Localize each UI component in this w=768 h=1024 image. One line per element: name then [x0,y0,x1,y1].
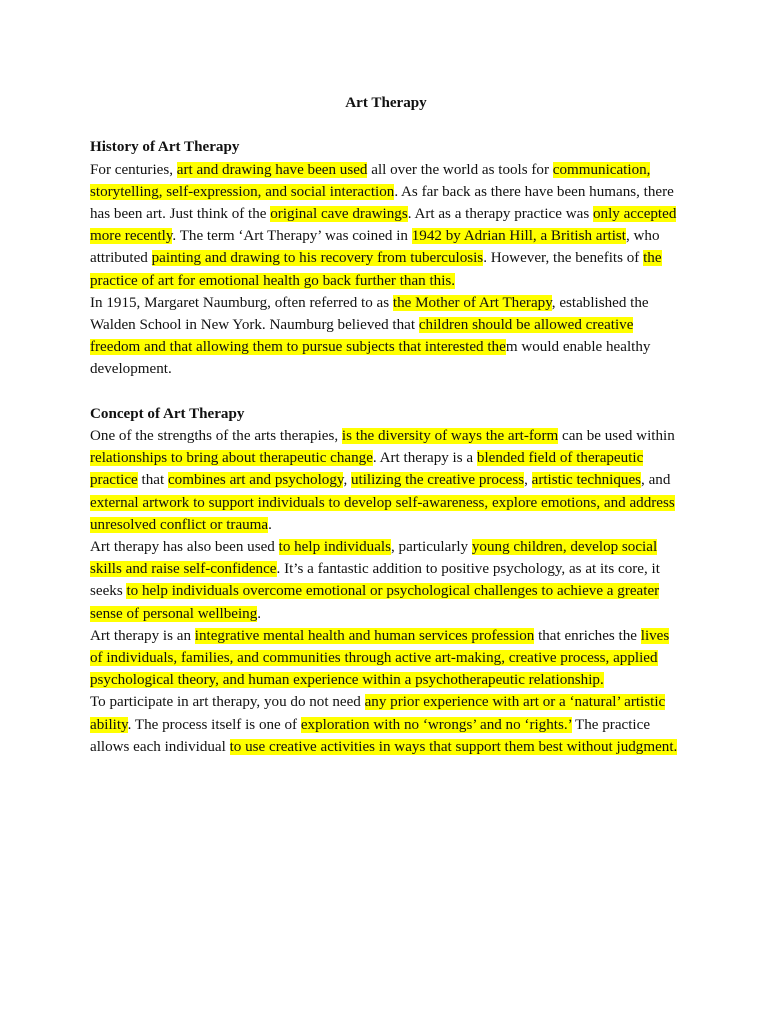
text-run: One of the strengths of the arts therapies, [90,428,342,444]
section-concept [90,403,682,758]
highlighted-text: to help individuals [278,539,391,556]
text-run: . The term ‘Art Therapy’ was coined in [172,228,412,245]
text-run: . The process itself is one of [127,716,301,733]
text-run: . As far back as there have been humans, there has been art. Just think of the [90,183,674,222]
highlighted-text: children should be allowed creative freedom and that allowing them to pursue subjects that interested the [90,317,634,356]
highlighted-text: artistic techniques [531,472,642,489]
paragraph [90,292,682,381]
section-heading: Concept of Art Therapy [90,405,245,422]
text-run: . Art therapy is a [372,450,477,467]
paragraph [90,425,682,536]
text-run: all over the world as tools for [367,161,553,178]
paragraph [90,536,682,625]
text-run: In 1915, Margaret Naumburg, often referred to as [90,294,393,311]
text-run: . It’s a fantastic addition to positive psychology, as at its core, it seeks [90,561,660,600]
highlighted-text: utilizing the creative process [351,472,525,489]
text-run: Art therapy is an [90,627,195,644]
text-run: . [257,605,262,622]
highlighted-text: blended field of therapeutic practice [90,450,644,489]
highlighted-text: to help individuals overcome emotional or psychological challenges to achieve a greater sense of personal wellbeing [90,583,660,622]
highlighted-text: lives of individuals, families, and communities through active art-making, creative process, applied psychological theory, and human experience within a psychotherapeutic relationship. [90,627,670,689]
text-run: . Art as a therapy practice was [407,205,593,222]
paragraph [90,159,682,292]
highlighted-text: external artwork to support individuals to develop self-awareness, explore emotions, and address unresolved conflict or trauma [90,494,675,533]
highlighted-text: integrative mental health and human services profession [194,627,535,644]
paragraph [90,625,682,692]
highlighted-text: is the diversity of ways the art-form [341,428,559,444]
text-run: , [524,472,532,489]
highlighted-text: to use creative activities in ways that support them best without judgment. [229,738,678,755]
text-run: that [137,472,168,489]
highlighted-text: the practice of art for emotional health go back further than this. [90,250,662,289]
highlighted-text: original cave drawings [270,205,408,222]
highlighted-text: communication, storytelling, self-expression, and social interaction [90,161,651,200]
highlighted-text: any prior experience with art or a ‘natural’ artistic ability [90,694,666,733]
text-run: can be used within [558,428,675,444]
text-run: , [343,472,351,489]
highlighted-text: painting and drawing to his recovery from tuberculosis [151,250,484,267]
text-run: . However, the benefits of [483,250,644,267]
document-title: Art Therapy [345,95,427,111]
text-run: For centuries, [90,161,177,178]
highlighted-text: 1942 by Adrian Hill, a British artist [411,228,626,245]
paragraph [90,691,682,758]
text-run: , particularly [390,539,472,556]
text-run: Art therapy has also been used [90,539,279,556]
text-run: , and [641,472,671,489]
highlighted-text: combines art and psychology [167,472,344,489]
highlighted-text: art and drawing have been used [176,161,368,178]
highlighted-text: the Mother of Art Therapy [392,294,552,311]
section-history [90,136,682,380]
text-run: . [268,516,272,533]
section-heading: History of Art Therapy [90,139,240,156]
text-run: , who attributed [90,228,660,267]
text-run: To participate in art therapy, you do not need [90,694,365,711]
highlighted-text: only accepted more recently [90,205,677,245]
highlighted-text: relationships to bring about therapeutic change [90,450,373,467]
highlighted-text: young children, develop social skills and raise self-confidence [90,539,658,578]
text-run: The practice allows each individual [90,716,651,755]
text-run: m would enable healthy development. [90,339,651,378]
document-page [90,92,682,758]
highlighted-text: exploration with no ‘wrongs’ and no ‘rights.’ [300,716,572,733]
text-run: that enriches the [534,627,641,644]
text-run: , established the Walden School in New York. Naumburg believed that [90,294,649,333]
